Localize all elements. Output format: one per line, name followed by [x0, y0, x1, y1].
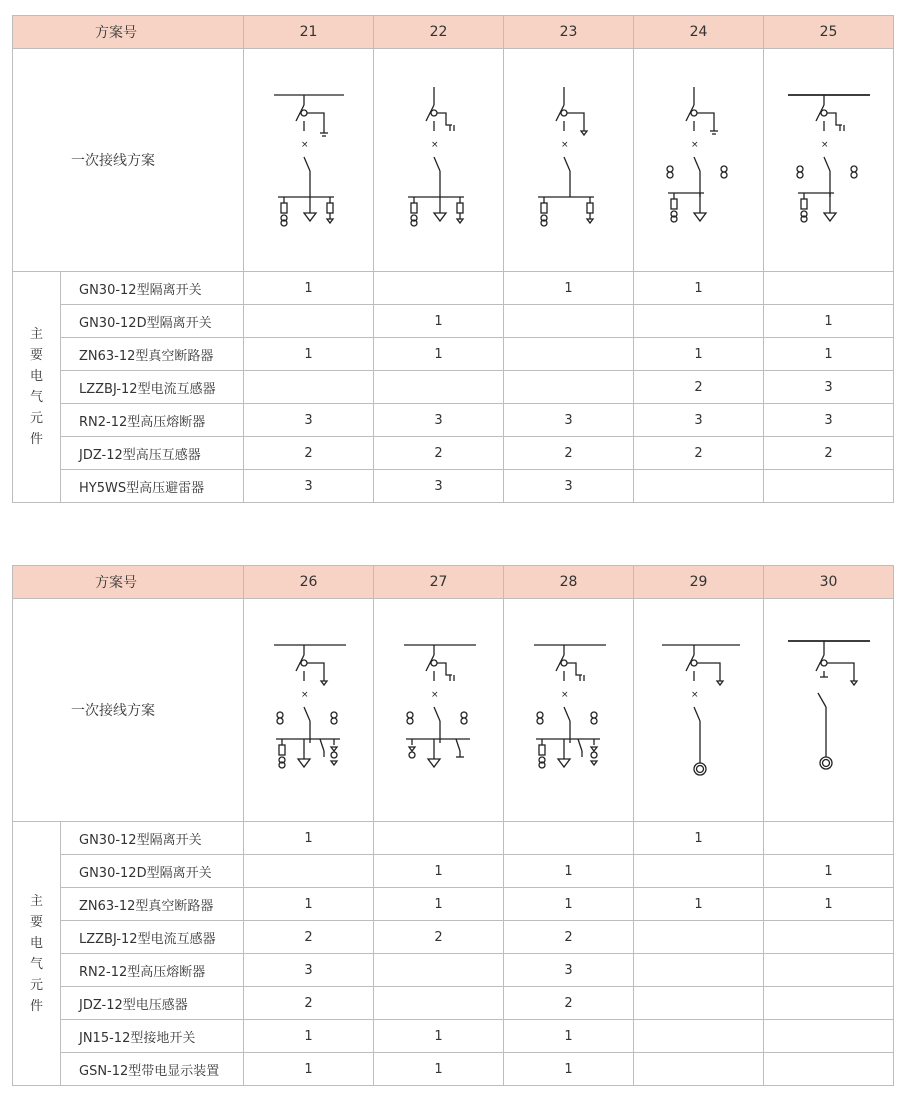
component-quantity — [634, 1020, 764, 1053]
component-quantity: 2 — [244, 437, 374, 470]
component-name: GN30-12型隔离开关 — [61, 822, 244, 855]
component-quantity: 1 — [764, 888, 894, 921]
component-quantity: 2 — [374, 921, 504, 954]
component-quantity: 3 — [504, 404, 634, 437]
component-quantity — [764, 470, 894, 503]
diagram-cell — [634, 49, 764, 272]
svg-text:×: × — [820, 140, 829, 150]
component-row — [13, 921, 894, 954]
wiring-scheme-label: 一次接线方案 — [13, 599, 244, 822]
component-quantity — [504, 338, 634, 371]
component-quantity: 1 — [244, 338, 374, 371]
component-quantity: 2 — [764, 437, 894, 470]
component-quantity: 2 — [374, 437, 504, 470]
component-row — [13, 437, 894, 470]
component-quantity: 1 — [764, 305, 894, 338]
component-name: LZZBJ-12型电流互感器 — [61, 921, 244, 954]
component-quantity — [634, 987, 764, 1020]
component-quantity: 2 — [504, 921, 634, 954]
scheme-number: 24 — [634, 16, 764, 49]
component-row — [13, 855, 894, 888]
single-line-diagram-icon — [254, 635, 364, 785]
scheme-number: 21 — [244, 16, 374, 49]
component-quantity: 1 — [244, 272, 374, 305]
diagram-cell — [764, 599, 894, 822]
component-quantity — [374, 987, 504, 1020]
scheme-number: 30 — [764, 566, 894, 599]
component-row — [13, 371, 894, 404]
component-quantity: 1 — [634, 338, 764, 371]
component-quantity — [764, 1020, 894, 1053]
component-name: RN2-12型高压熔断器 — [61, 954, 244, 987]
svg-text:×: × — [300, 140, 309, 150]
component-quantity: 3 — [244, 470, 374, 503]
component-row — [13, 1020, 894, 1053]
diagram-cell — [374, 599, 504, 822]
component-name: ZN63-12型真空断路器 — [61, 338, 244, 371]
scheme-number-label: 方案号 — [13, 16, 244, 49]
svg-text:×: × — [690, 690, 699, 700]
component-row — [13, 954, 894, 987]
component-quantity: 3 — [244, 954, 374, 987]
header-row — [13, 566, 894, 599]
component-name: JDZ-12型电压感器 — [61, 987, 244, 1020]
component-row — [13, 822, 894, 855]
component-quantity — [634, 470, 764, 503]
diagram-cell — [374, 49, 504, 272]
component-quantity: 1 — [504, 855, 634, 888]
scheme-number-label: 方案号 — [13, 566, 244, 599]
component-quantity: 1 — [374, 1020, 504, 1053]
component-quantity — [374, 371, 504, 404]
diagram-cell — [244, 599, 374, 822]
component-quantity — [634, 1053, 764, 1086]
component-quantity: 1 — [244, 1020, 374, 1053]
component-quantity — [374, 954, 504, 987]
diagram-row — [13, 599, 894, 822]
scheme-number: 26 — [244, 566, 374, 599]
main-components-group-label — [13, 822, 61, 1086]
single-line-diagram-icon — [774, 635, 884, 785]
scheme-number: 29 — [634, 566, 764, 599]
scheme-number: 28 — [504, 566, 634, 599]
single-line-diagram-icon — [514, 635, 624, 785]
component-quantity: 1 — [244, 1053, 374, 1086]
component-quantity: 1 — [504, 1053, 634, 1086]
component-quantity — [504, 371, 634, 404]
component-quantity: 1 — [374, 338, 504, 371]
component-name: GN30-12型隔离开关 — [61, 272, 244, 305]
diagram-cell — [504, 49, 634, 272]
component-quantity: 3 — [634, 404, 764, 437]
component-row — [13, 305, 894, 338]
component-quantity: 1 — [374, 1053, 504, 1086]
group-label-text: 主要电气元件 — [29, 327, 43, 447]
component-name: JN15-12型接地开关 — [61, 1020, 244, 1053]
component-quantity — [764, 987, 894, 1020]
component-quantity: 1 — [504, 1020, 634, 1053]
svg-text:×: × — [300, 690, 309, 700]
diagram-row — [13, 49, 894, 272]
single-line-diagram-icon — [644, 635, 754, 785]
component-quantity: 2 — [504, 987, 634, 1020]
component-quantity: 1 — [764, 338, 894, 371]
component-quantity: 1 — [504, 272, 634, 305]
component-quantity: 1 — [374, 305, 504, 338]
single-line-diagram-icon — [254, 85, 364, 235]
component-row — [13, 338, 894, 371]
svg-text:×: × — [560, 140, 569, 150]
component-quantity — [764, 921, 894, 954]
component-row — [13, 987, 894, 1020]
component-name: HY5WS型高压避雷器 — [61, 470, 244, 503]
component-quantity — [634, 855, 764, 888]
component-quantity: 2 — [634, 371, 764, 404]
component-row — [13, 888, 894, 921]
component-quantity — [374, 272, 504, 305]
single-line-diagram-icon — [774, 85, 884, 235]
component-quantity — [764, 1053, 894, 1086]
component-row — [13, 272, 894, 305]
component-quantity: 1 — [634, 272, 764, 305]
component-quantity: 1 — [634, 822, 764, 855]
group-label-text: 主要电气元件 — [29, 893, 43, 1014]
component-quantity: 3 — [374, 404, 504, 437]
component-quantity: 2 — [244, 987, 374, 1020]
scheme-number: 23 — [504, 16, 634, 49]
component-name: ZN63-12型真空断路器 — [61, 888, 244, 921]
single-line-diagram-icon — [514, 85, 624, 235]
component-row — [13, 470, 894, 503]
component-quantity: 2 — [244, 921, 374, 954]
component-quantity: 1 — [244, 822, 374, 855]
component-quantity: 1 — [374, 888, 504, 921]
component-row — [13, 404, 894, 437]
component-quantity — [634, 305, 764, 338]
component-quantity — [764, 822, 894, 855]
component-row — [13, 1053, 894, 1086]
single-line-diagram-icon — [644, 85, 754, 235]
single-line-diagram-icon — [384, 635, 494, 785]
component-quantity — [244, 371, 374, 404]
scheme-number: 22 — [374, 16, 504, 49]
main-components-group-label — [13, 272, 61, 503]
component-name: GN30-12D型隔离开关 — [61, 305, 244, 338]
component-quantity — [764, 954, 894, 987]
svg-text:×: × — [430, 140, 439, 150]
component-quantity — [244, 305, 374, 338]
svg-text:×: × — [430, 690, 439, 700]
component-quantity: 1 — [764, 855, 894, 888]
svg-text:×: × — [560, 690, 569, 700]
component-name: RN2-12型高压熔断器 — [61, 404, 244, 437]
scheme-number: 25 — [764, 16, 894, 49]
component-quantity: 3 — [504, 470, 634, 503]
component-quantity: 3 — [244, 404, 374, 437]
component-name: GN30-12D型隔离开关 — [61, 855, 244, 888]
scheme-table-2 — [12, 565, 894, 1086]
component-quantity — [374, 822, 504, 855]
component-quantity — [634, 921, 764, 954]
component-quantity — [504, 822, 634, 855]
diagram-cell — [634, 599, 764, 822]
component-quantity — [244, 855, 374, 888]
wiring-scheme-label: 一次接线方案 — [13, 49, 244, 272]
single-line-diagram-icon — [384, 85, 494, 235]
component-name: LZZBJ-12型电流互感器 — [61, 371, 244, 404]
component-quantity — [764, 272, 894, 305]
component-quantity: 3 — [764, 371, 894, 404]
diagram-cell — [504, 599, 634, 822]
component-quantity: 3 — [374, 470, 504, 503]
component-quantity: 2 — [504, 437, 634, 470]
component-name: GSN-12型带电显示装置 — [61, 1053, 244, 1086]
diagram-cell — [764, 49, 894, 272]
svg-text:×: × — [690, 140, 699, 150]
header-row — [13, 16, 894, 49]
component-quantity: 1 — [244, 888, 374, 921]
component-quantity: 3 — [764, 404, 894, 437]
diagram-cell — [244, 49, 374, 272]
scheme-table-1 — [12, 15, 894, 503]
component-quantity: 2 — [634, 437, 764, 470]
component-quantity: 1 — [634, 888, 764, 921]
component-quantity: 3 — [504, 954, 634, 987]
component-quantity — [504, 305, 634, 338]
scheme-number: 27 — [374, 566, 504, 599]
component-name: JDZ-12型高压互感器 — [61, 437, 244, 470]
component-quantity — [634, 954, 764, 987]
component-quantity: 1 — [374, 855, 504, 888]
component-quantity: 1 — [504, 888, 634, 921]
